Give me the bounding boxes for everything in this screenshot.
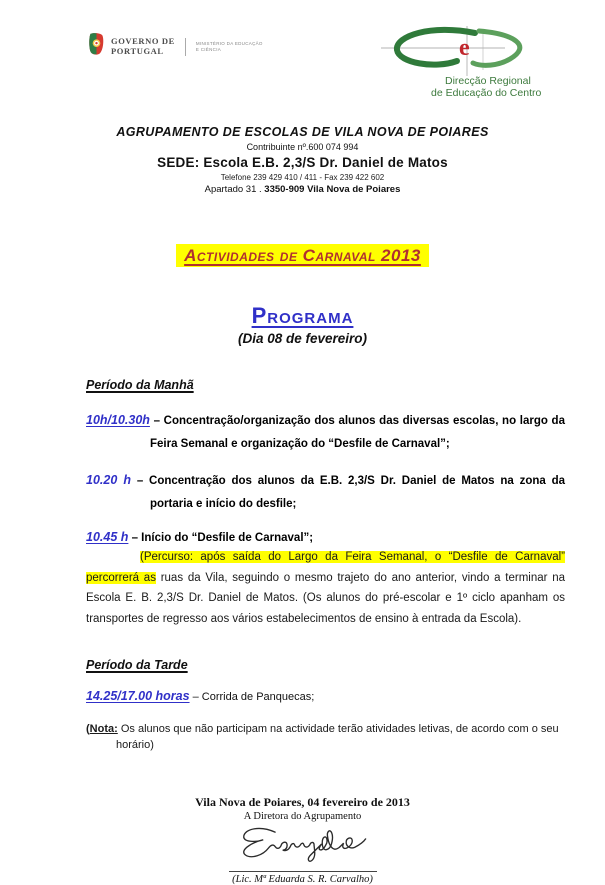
time-label-4: 14.25/17.00 horas [86, 688, 190, 703]
afternoon-heading: Período da Tarde [86, 657, 188, 672]
percurso-highlight: (Percurso: após saída do Largo da Feira Semanal, o “Desfile de Carnaval” percorrerá as [86, 550, 565, 584]
drec-label-line2: de Educação do Centro [431, 87, 542, 99]
item-text-1: – Concentração/organização dos alunos das diversas escolas, no largo da Feira Semanal e organização do “Desfile de Carnaval”; [150, 414, 565, 450]
governo-portugal-logo [88, 32, 263, 61]
contribuinte-line: Contribuinte nº.600 074 994 [246, 141, 359, 152]
time-label-3: 10.45 h [86, 529, 129, 544]
drec-logo [379, 26, 547, 107]
apartado-line: Apartado 31 . 3350-909 Vila Nova de Poiares [204, 183, 401, 195]
programa-title: Programa [251, 302, 354, 328]
nota [86, 722, 565, 753]
schedule-content [0, 378, 605, 753]
percurso-paragraph [86, 547, 565, 630]
postal-code: 3350-909 Vila Nova de Poiares [264, 183, 401, 195]
header-logos [0, 0, 605, 107]
schedule-item-1 [86, 408, 565, 456]
portugal-flag-icon [88, 32, 105, 61]
place-date: Vila Nova de Poiares, 04 fevereiro de 2013 [195, 795, 410, 809]
afternoon-text: – Corrida de Panquecas; [192, 690, 315, 703]
school-header [0, 125, 605, 196]
time-label-1: 10h/10.30h [86, 412, 150, 427]
ministry-label: MINISTÉRIO DA EDUCAÇÃO E CIÊNCIA [195, 40, 263, 52]
programa-subtitle: (Dia 08 de fevereiro) [237, 330, 368, 346]
telefone-line: Telefone 239 429 410 / 411 - Fax 239 422 602 [220, 172, 385, 182]
footer [0, 795, 605, 885]
item-text-2: – Concentração dos alunos da E.B. 2,3/S Dr. Daniel de Matos na zona da portaria e início do desfile; [136, 474, 566, 510]
morning-heading: Período da Manhã [86, 377, 194, 392]
time-label-2: 10.20 h [86, 472, 131, 487]
nota-text: Os alunos que não participam na actividade terão atividades letivas, de acordo com o seu horário) [116, 723, 559, 751]
carnival-title: Actividades de Carnaval 2013 [176, 244, 429, 267]
schedule-item-2 [86, 468, 565, 516]
afternoon-item [86, 686, 565, 707]
drec-swirl-icon [379, 26, 547, 102]
logo-divider [185, 38, 186, 56]
drec-label-line1: Direcção Regional [445, 75, 531, 87]
school-name: AGRUPAMENTO DE ESCOLAS DE VILA NOVA DE POIARES [116, 125, 489, 139]
percurso-rest: ruas da Vila, seguindo o mesmo trajeto do ano anterior, vindo a terminar na Escola E. B. 2,3/S Dr. Daniel de Matos. (Os alunos do pré-escolar e 1º ciclo apanham os transportes de regresso aos vários estabelecimentos de ensino à entrada da Escola). [86, 571, 565, 625]
signature-line [229, 871, 377, 872]
schedule-item-3 [86, 528, 565, 547]
director-role: A Diretora do Agrupamento [243, 811, 362, 822]
item-text-3: – Início do “Desfile de Carnaval”; [131, 531, 314, 544]
sede-line: SEDE: Escola E.B. 2,3/S Dr. Daniel de Matos [157, 154, 448, 170]
nota-label: (Nota: [86, 723, 118, 736]
svg-text:e: e [459, 35, 470, 61]
director-name: (Lic. Mª Eduarda S. R. Carvalho) [232, 874, 373, 885]
signature-image [0, 822, 605, 871]
governo-portugal-label: GOVERNO DE PORTUGAL [111, 36, 175, 56]
